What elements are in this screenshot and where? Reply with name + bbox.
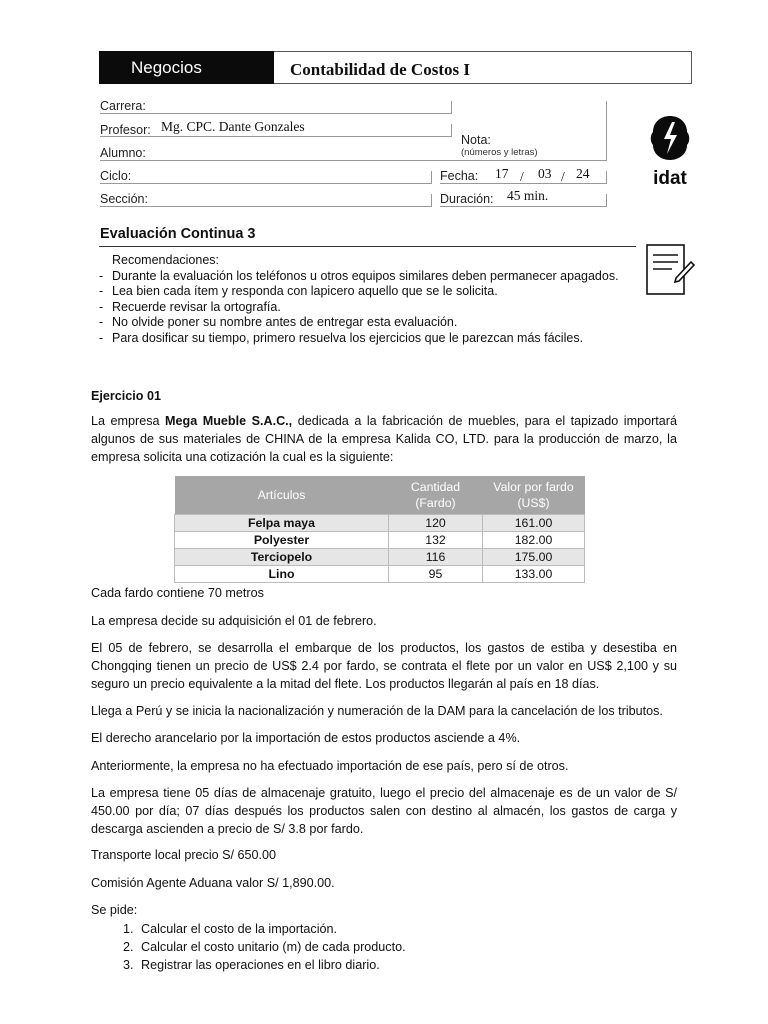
alumno-label: Alumno: [100,146,146,160]
section-title-rule [99,246,636,247]
company-name: Mega Mueble S.A.C., [165,414,293,428]
nota-label: Nota: [461,133,491,147]
table-cell: 120 [389,515,483,532]
recommendations [99,253,639,346]
duracion-line-end [606,194,607,206]
task-item: 2. Calcular el costo unitario (m) de cada producto. [137,938,677,956]
seccion-label: Sección: [100,192,148,206]
recommendations-title: Recomendaciones: [112,253,220,267]
quotation-table [174,476,585,583]
profesor-line-end [451,124,452,136]
table-cell: 132 [389,532,483,549]
table-header: Artículos [175,476,389,515]
table-cell: 175.00 [483,549,585,566]
profesor-line [100,136,452,137]
task-item: 3. Registrar las operaciones en el libro diario. [137,956,677,974]
carrera-line-end [451,101,452,113]
recommendation-item: - Durante la evaluación los teléfonos u otros equipos similares deben permanecer apagados. [99,268,619,283]
idat-logo-text: idat [653,168,687,189]
duracion-line [440,206,607,207]
idat-logo [647,114,693,189]
fecha-month: 03 [538,166,552,181]
brain-logo-icon [647,114,693,164]
carrera-line [100,113,452,114]
header-area-title: Negocios [99,51,274,84]
fecha-label: Fecha: [440,169,479,183]
duracion-label: Duración: [440,192,494,206]
paragraph: Llega a Perú y se inicia la nacionalización y numeración de la DAM para la cancelación de los tributos. [91,704,663,718]
exercise-intro: La empresa Mega Mueble S.A.C., dedicada a la fabricación de muebles, para el tapizado importará algunos de sus materiales de CHINA de la empresa Kalida CO, LTD. para la producción de marzo, la empresa solicita una cotización la cual es la siguiente: [91,414,677,465]
alumno-line [100,160,607,161]
recommendation-item: - Lea bien cada ítem y responda con lapicero aquello que se le solicita. [99,284,498,298]
fecha-sep-1: / [520,169,524,184]
nota-sublabel: (números y letras) [461,147,538,158]
paragraph: La empresa tiene 05 días de almacenaje gratuito, luego el precio del almacenaje es de un valor de S/ 450.00 por día; 07 días después los productos salen con destino al almacén, los gastos de carga y descarga ascienden a precio de S/ 3.8 por fardo. [91,786,677,837]
paragraph: Anteriormente, la empresa no ha efectuado importación de ese país, pero sí de otros. [91,759,569,773]
fecha-line [440,183,607,184]
table-cell: 161.00 [483,515,585,532]
task-list [91,920,677,975]
course-title: Contabilidad de Costos I [290,60,470,79]
table-row [175,532,585,549]
table-cell: 182.00 [483,532,585,549]
table-row [175,515,585,532]
fecha-sep-2: / [561,169,565,184]
fecha-line-end [606,171,607,183]
ciclo-label: Ciclo: [100,169,132,183]
section-title: Evaluación Continua 3 [100,226,256,242]
paragraph: La empresa decide su adquisición el 01 de febrero. [91,614,377,628]
exercise-title: Ejercicio 01 [91,389,162,403]
carrera-label: Carrera: [100,99,146,113]
table-row [175,549,585,566]
task-item: 1. Calcular el costo de la importación. [137,920,677,938]
paragraph: Se pide: [91,903,138,917]
document-pencil-icon [644,242,696,298]
seccion-line-end [431,194,432,206]
table-cell: 95 [389,566,483,583]
paragraph: Comisión Agente Aduana valor S/ 1,890.00. [91,876,335,890]
profesor-label: Profesor: [100,123,151,137]
table-cell: Lino [175,566,389,583]
table-cell: Felpa maya [175,515,389,532]
fecha-year: 24 [576,166,590,181]
table-cell: 133.00 [483,566,585,583]
duracion-value: 45 min. [507,188,549,203]
paragraph: Transporte local precio S/ 650.00 [91,848,277,862]
ciclo-line-end [431,171,432,183]
fecha-day: 17 [495,166,509,181]
ciclo-line [100,183,432,184]
table-cell: 116 [389,549,483,566]
table-header: Valor por fardo (US$) [483,476,585,515]
table-cell: Terciopelo [175,549,389,566]
profesor-value: Mg. CPC. Dante Gonzales [161,119,305,134]
seccion-line [100,206,432,207]
paragraph: El derecho arancelario por la importación de estos productos asciende a 4%. [91,731,521,745]
table-row [175,566,585,583]
nota-box-border [606,101,607,160]
table-header: Cantidad (Fardo) [389,476,483,515]
paragraph: Cada fardo contiene 70 metros [91,586,264,600]
recommendation-item: - No olvide poner su nombre antes de entregar esta evaluación. [99,315,458,329]
recommendation-item: - Para dosificar su tiempo, primero resuelva los ejercicios que le parezcan más fáciles. [99,330,584,345]
paragraph: El 05 de febrero, se desarrolla el embarque de los productos, los gastos de estiba y desestiba en Chongqing tienen un precio de US$ 2.4 por fardo, se contrata el flete por un valor en US$ 2,100 y su seguro un precio equivalente a la mitad del flete. Los productos llegarán al país en 18 días. [91,641,677,692]
recommendation-item: - Recuerde revisar la ortografía. [99,299,281,314]
table-cell: Polyester [175,532,389,549]
